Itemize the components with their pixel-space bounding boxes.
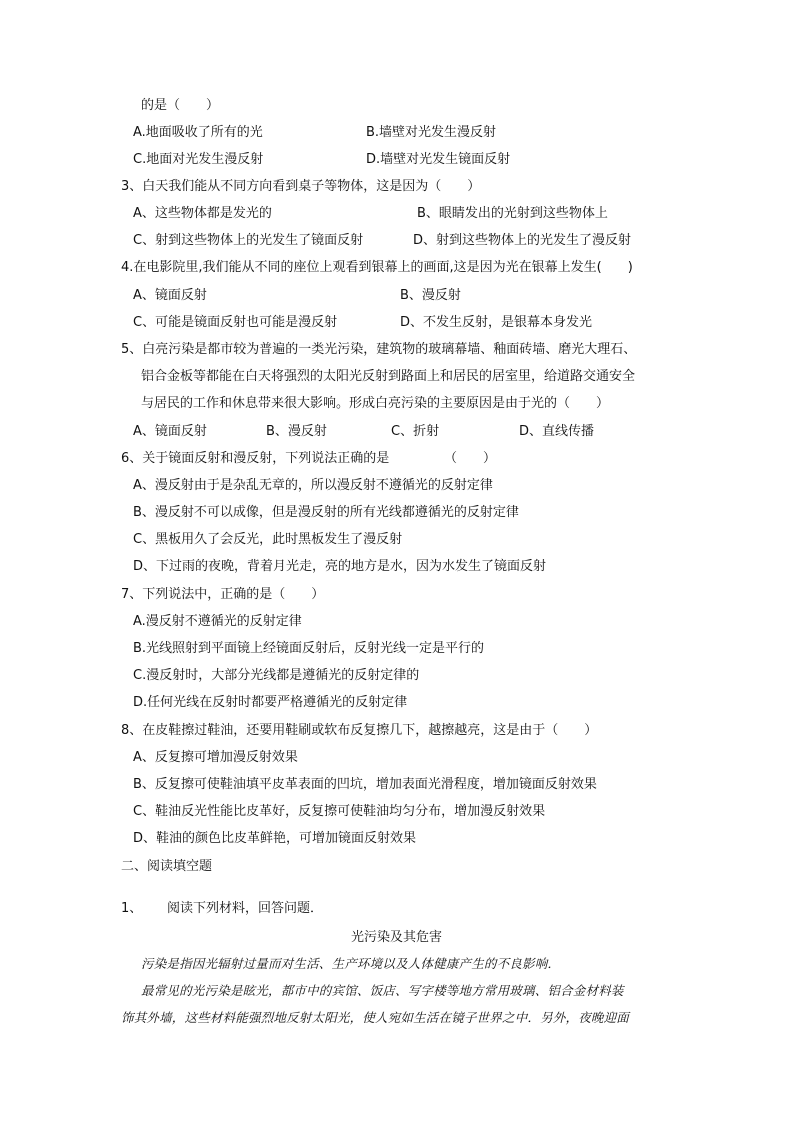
q2-option-d: D.墙壁对光发生镜面反射 bbox=[366, 152, 511, 167]
q6-option-b: B、漫反射不可以成像，但是漫反射的所有光线都遵循光的反射定律 bbox=[133, 505, 519, 520]
q4-option-a: A、镜面反射 bbox=[133, 288, 207, 303]
q8-option-c: C、鞋油反光性能比皮革好，反复擦可使鞋油均匀分布，增加漫反射效果 bbox=[133, 804, 546, 819]
q4-option-d: D、不发生反射，是银幕本身发光 bbox=[400, 315, 593, 330]
q7-option-b: B.光线照射到平面镜上经镜面反射后，反射光线一定是平行的 bbox=[133, 641, 485, 656]
q4-stem: 4.在电影院里,我们能从不同的座位上观看到银幕上的画面,这是因为光在银幕上发生( ) bbox=[121, 260, 633, 275]
q5-option-b: B、漫反射 bbox=[266, 424, 327, 439]
q4-option-c: C、可能是镜面反射也可能是漫反射 bbox=[133, 315, 338, 330]
reading-instruction: 阅读下列材料，回答问题． bbox=[167, 901, 324, 916]
reading-question-number: 1、 bbox=[121, 901, 143, 916]
q8-option-b: B、反复擦可使鞋油填平皮革表面的凹坑，增加表面光滑程度，增加镜面反射效果 bbox=[133, 777, 597, 792]
q3-stem: 3、白天我们能从不同方向看到桌子等物体，这是因为（ ） bbox=[121, 179, 481, 194]
q7-option-c: C.漫反射时，大部分光线都是遵循光的反射定律的 bbox=[133, 668, 420, 683]
q8-option-a: A、反复擦可增加漫反射效果 bbox=[133, 750, 298, 765]
q5-option-a: A、镜面反射 bbox=[133, 424, 207, 439]
q6-answer-paren: （ ） bbox=[444, 451, 497, 466]
q6-option-c: C、黑板用久了会反光，此时黑板发生了漫反射 bbox=[133, 532, 403, 547]
q8-stem: 8、在皮鞋擦过鞋油，还要用鞋刷或软布反复擦几下，越擦越亮，这是由于（ ） bbox=[121, 723, 598, 738]
section-heading: 二、阅读填空题 bbox=[121, 859, 213, 874]
q2-option-b: B.墙壁对光发生漫反射 bbox=[366, 125, 497, 140]
q5-stem-line1: 5、白亮污染是都市较为普遍的一类光污染，建筑物的玻璃幕墙、釉面砖墙、磨光大理石、 bbox=[121, 342, 637, 357]
q2-option-c: C.地面对光发生漫反射 bbox=[133, 152, 264, 167]
q5-option-c: C、折射 bbox=[391, 424, 440, 439]
q5-stem-line2: 铝合金板等都能在白天将强烈的太阳光反射到路面上和居民的居室里，给道路交通安全 bbox=[141, 369, 636, 384]
q3-option-c: C、射到这些物体上的光发生了镜面反射 bbox=[133, 233, 364, 248]
q6-option-a: A、漫反射由于是杂乱无章的，所以漫反射不遵循光的反射定律 bbox=[133, 478, 493, 493]
q3-option-a: A、这些物体都是发光的 bbox=[133, 206, 272, 221]
q3-option-d: D、射到这些物体上的光发生了漫反射 bbox=[413, 233, 632, 248]
article-paragraph-1: 污染是指因光辐射过量而对生活、生产环境以及人体健康产生的不良影响． bbox=[141, 956, 561, 971]
q5-option-d: D、直线传播 bbox=[519, 424, 595, 439]
q5-stem-line3: 与居民的工作和休息带来很大影响。形成白亮污染的主要原因是由于光的（ ） bbox=[141, 396, 610, 411]
q7-option-a: A.漫反射不遵循光的反射定律 bbox=[133, 614, 302, 629]
q6-option-d: D、下过雨的夜晚，背着月光走，亮的地方是水，因为水发生了镜面反射 bbox=[133, 559, 547, 574]
q6-stem: 6、关于镜面反射和漫反射，下列说法正确的是 bbox=[121, 451, 390, 466]
q7-option-d: D.任何光线在反射时都要严格遵循光的反射定律 bbox=[133, 695, 408, 710]
q4-option-b: B、漫反射 bbox=[400, 288, 461, 303]
article-paragraph-2-line2: 饰其外墙，这些材料能强烈地反射太阳光，使人宛如生活在镜子世界之中．另外，夜晚迎面 bbox=[121, 1010, 630, 1025]
article-title: 光污染及其危害 bbox=[351, 930, 443, 945]
q2-option-a: A.地面吸收了所有的光 bbox=[133, 125, 263, 140]
q7-stem: 7、下列说法中，正确的是（ ） bbox=[121, 587, 325, 602]
q2-stem-end: 的是（ ） bbox=[141, 98, 220, 113]
q8-option-d: D、鞋油的颜色比皮革鲜艳，可增加镜面反射效果 bbox=[133, 831, 417, 846]
q3-option-b: B、眼睛发出的光射到这些物体上 bbox=[417, 206, 608, 221]
article-paragraph-2-line1: 最常见的光污染是眩光，都市中的宾馆、饭店、写字楼等地方常用玻璃、铝合金材料装 bbox=[141, 983, 624, 998]
